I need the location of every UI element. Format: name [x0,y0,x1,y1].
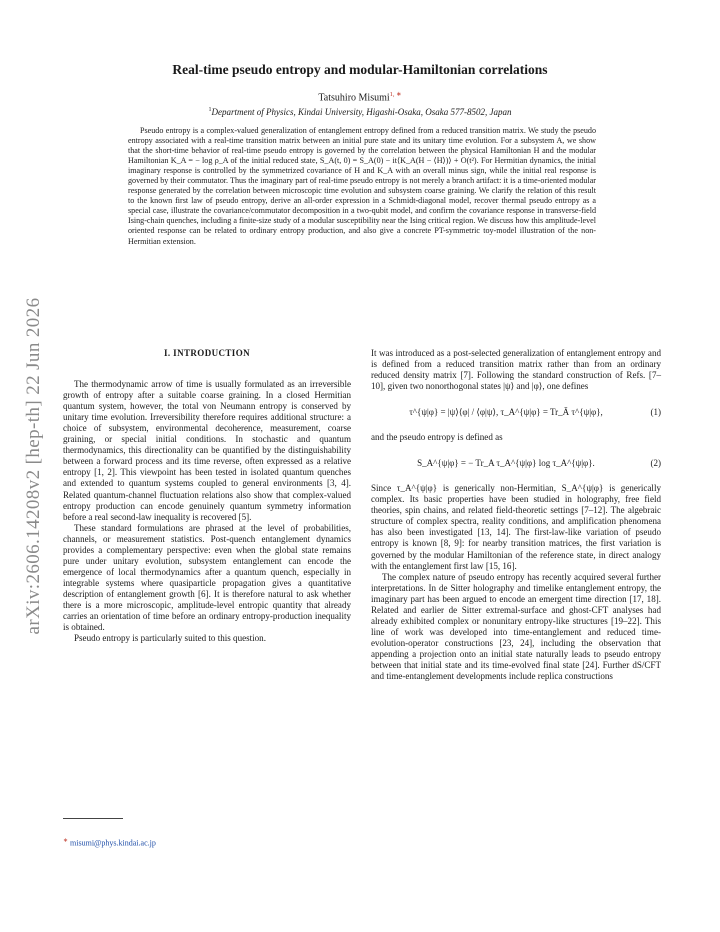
intro-paragraph-3: Pseudo entropy is particularly suited to this question. [74,633,266,644]
author-name: Tatsuhiro Misumi [318,92,390,104]
intro-paragraph-5: and the pseudo entropy is defined as [371,432,503,443]
affiliation-mark: 1 [208,107,212,113]
intro-paragraph-7: The complex nature of pseudo entropy has recently acquired several further interpretations. In de Sitter holography and timelike entanglement entropy, the imaginary part has been argued to encode an emergent time direction [17, 18]. Related and earlier de Sitter extremal-surface and ghost-CFT analyses had already exhibited complex or nonunitary entropy-like structures [19–22]. This line of work was developed into time-entanglement and reduced time-evolution-operator constructions [23, 24], including the observation that appending a projection onto an initial state naturally leads to pseudo entropy between that initial state and its time-evolved final state [24]. Further dS/CFT and time-entanglement developments include replica constructions [371,571,661,682]
affiliation-text: Department of Physics, Kindai University, Higashi-Osaka, Osaka 577-8502, Japan [211,107,512,117]
equation-1-body: τ^{ψ|φ} = |ψ⟩⟨φ| / ⟨φ|ψ⟩, τ_A^{ψ|φ} = Tr_Ā τ^{ψ|φ}, [409,406,603,417]
intro-paragraph-4: It was introduced as a post-selected generalization of entanglement entropy and is defined from a reduced transition matrix rather than from an ordinary reduced density matrix [7]. Following the standard construction of Refs. [7–10], given two nonorthogonal states |ψ⟩ and |φ⟩, one defines [371,348,661,392]
right-column [371,348,661,682]
intro-paragraph-1: The thermodynamic arrow of time is usually formulated as an irreversible growth of entropy after a suitable coarse graining. In a closed Hermitian quantum system, however, the total von Neumann entropy is conserved by unitary time evolution. Irreversibility therefore requires additional structure: a choice of subsystem, environmental decoherence, measurement, coarse graining, or special initial conditions. In stochastic and quantum thermodynamics, this directionality can be quantified by the distinguishability between a forward process and its time reverse, often expressed as a relative entropy [1, 2]. This viewpoint has been tested in isolated quantum quenches and extended to quantum systems coupled to general environments [3, 4]. Related quantum-channel fluctuation relations also show that complex-valued entropy production can encode genuinely quantum symmetry information before a real second-law inequality is recovered [5]. [63,379,351,522]
intro-paragraph-6: Since τ_A^{ψ|φ} is generically non-Hermitian, S_A^{ψ|φ} is generically complex. Its basic properties have been studied in holography, free field theories, spin chains, and related field-theoretic settings [7–12]. The algebraic structure of complex spectra, reality conditions, and amplification phenomena has also been investigated [13, 14]. The first-law-like variation of pseudo entropy is known [8, 9]: for nearby transition matrices, the first variation is governed by the modular Hamiltonian of the reference state, in direct analogy with the entanglement first law [15, 16]. [371,483,661,571]
section-heading: I. INTRODUCTION [163,348,250,358]
equation-1 [371,392,661,432]
author-line [60,90,660,103]
abstract: Pseudo entropy is a complex-valued generalization of entanglement entropy defined from a reduced transition matrix. We study the pseudo entropy associated with a real-time transition matrix between an initial pure state and its unitary time evolution. For a subsystem A, we show that the short-time behavior of real-time pseudo entropy is governed by the correlation between the physical Hamiltonian H and the modular Hamiltonian K_A = − log ρ_A of the initial reduced state, S_A(t, 0) = S_A(0) − it⟨K_A(H − ⟨H⟩)⟩ + O(t²). For Hermitian dynamics, the initial imaginary response is controlled by the symmetrized covariance of H and K_A with an overall minus sign, while the initial real response is governed by their commutator. Thus the imaginary part of real-time pseudo entropy is not merely a branch artifact: it is a time-oriented modular response generated by the correlation between microscopic time evolution and subsystem coarse graining. We clarify the relation of this result to the known first law of pseudo entropy, derive an all-order expression in a Schmidt-diagonal model, recover thermal pseudo entropy as a special case, illustrate the covariance/commutator decomposition in a two-qubit model, and confirm the covariance response in transverse-field Ising-chain quenches, including a finite-size study of a modular susceptibility near the Ising critical region. We discuss how this amplitude-level oriented response can be related to ordinary entropy production, and also give a concrete PT-symmetric toy-model illustration of the non-Hermitian extension. [128,126,596,246]
arxiv-identifier: arXiv:2606.14208v2 [hep-th] 22 Jun 2026 [23,297,44,634]
author-email-link[interactable]: misumi@phys.kindai.ac.jp [70,838,156,848]
author-marks: 1, ∗ [389,91,402,98]
left-column [63,348,351,644]
equation-1-number: (1) [650,406,661,417]
affiliation [60,107,660,117]
paper-title: Real-time pseudo entropy and modular-Hamiltonian correlations [172,62,548,77]
equation-2-number: (2) [650,457,661,468]
equation-2-body: S_A^{ψ|φ} = − Tr_A τ_A^{ψ|φ} log τ_A^{ψ|φ}. [417,457,595,468]
equation-2 [371,443,661,483]
footnote-mark: ∗ [63,838,69,844]
footnote-rule [63,818,123,819]
footnote [63,837,156,848]
intro-paragraph-2: These standard formulations are phrased at the level of probabilities, channels, or measurement statistics. Post-quench entanglement dynamics provides a complementary perspective: even when the global state remains pure under unitary evolution, subsystem entanglement can encode the emergence of local thermodynamics after a quantum quench, especially in integrable systems where quasiparticle propagation gives a quantitative description of entanglement growth [6]. It is therefore natural to ask whether there is a more microscopic, amplitude-level entropic quantity that already carries an orientation of time before an ordinary entropy-production inequality is obtained. [63,522,351,633]
